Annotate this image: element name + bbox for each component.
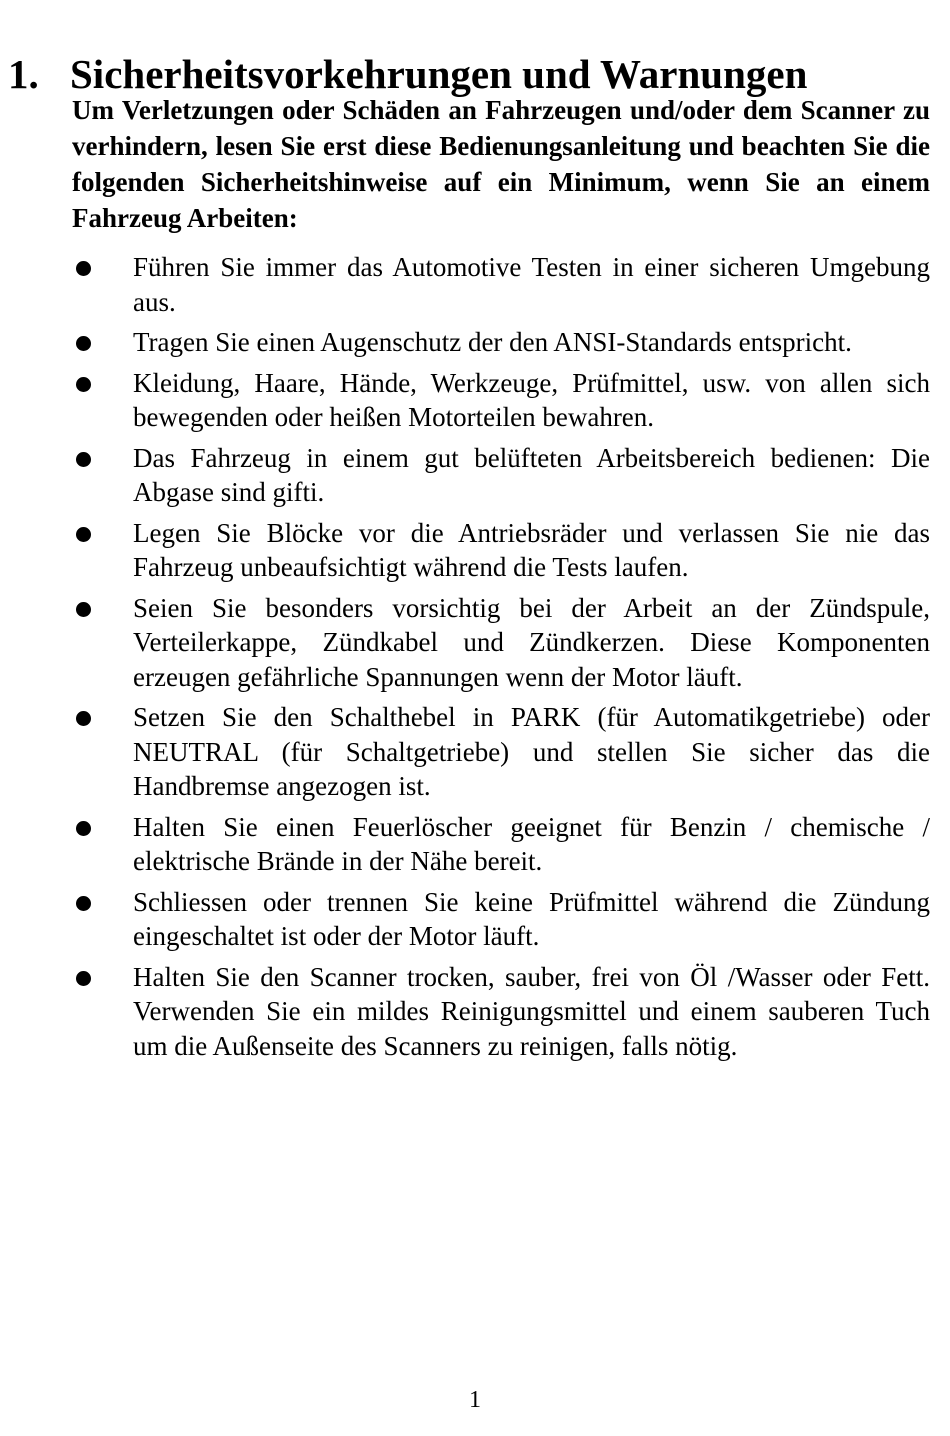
list-item [0, 250, 950, 319]
list-item [0, 591, 950, 695]
bullet-icon [76, 527, 91, 542]
list-item-text: Führen Sie immer das Automotive Testen in einer sicheren Umgebung aus. [133, 252, 930, 317]
list-item-text: Halten Sie einen Feuerlöscher geeignet für Benzin / chemische / elektrische Brände in der Nähe bereit. [133, 811, 930, 876]
list-item [0, 366, 950, 435]
bullet-icon [76, 261, 91, 276]
list-item [0, 441, 950, 510]
bullet-icon [76, 896, 91, 911]
bullet-icon [76, 452, 91, 467]
list-item-text: Setzen Sie den Schalthebel in PARK (für Automatikgetriebe) oder NEUTRAL (für Schaltgetriebe) und stellen Sie sicher das die Handbremse angezogen ist. [133, 702, 930, 801]
page-number: 1 [469, 1387, 481, 1413]
section-number: 1. [8, 51, 39, 98]
section-title: Sicherheitsvorkehrungen und Warnungen [70, 51, 808, 98]
list-item-text: Tragen Sie einen Augenschutz der den ANSI-Standards entspricht. [133, 327, 852, 357]
list-item-text: Halten Sie den Scanner trocken, sauber, frei von Öl /Wasser oder Fett. Verwenden Sie ein mildes Reinigungsmittel und einem sauberen Tuch um die Außenseite des Scanners zu reinigen, falls nötig. [133, 961, 930, 1061]
bullet-icon [76, 711, 91, 726]
bullet-icon [76, 377, 91, 392]
list-item-text: Legen Sie Blöcke vor die Antriebsräder und verlassen Sie nie das Fahrzeug unbeaufsichtigt während die Tests laufen. [133, 517, 930, 582]
list-item [0, 960, 950, 1064]
list-item-text: Das Fahrzeug in einem gut belüfteten Arbeitsbereich bedienen: Die Abgase sind gifti. [133, 442, 930, 507]
list-item-text: Kleidung, Haare, Hände, Werkzeuge, Prüfmittel, usw. von allen sich bewegenden oder heißen Motorteilen bewahren. [133, 367, 930, 432]
intro-paragraph: Um Verletzungen oder Schäden an Fahrzeugen und/oder dem Scanner zu verhindern, lesen Sie erst diese Bedienungsanleitung und beachten Sie die folgenden Sicherheitshinweise auf ein Minimum, wenn Sie an einem Fahrzeug Arbeiten: [72, 95, 930, 233]
list-item [0, 810, 950, 879]
list-item [0, 325, 950, 360]
bullet-icon [76, 821, 91, 836]
list-item [0, 700, 950, 804]
list-item [0, 885, 950, 954]
bullet-icon [76, 602, 91, 617]
list-item-text: Seien Sie besonders vorsichtig bei der Arbeit an der Zündspule, Verteilerkappe, Zündkabel und Zündkerzen. Diese Komponenten erzeugen gefährliche Spannungen wenn der Motor läuft. [133, 592, 930, 692]
bullet-icon [76, 971, 91, 986]
safety-list [0, 250, 950, 1069]
list-item [0, 516, 950, 585]
list-item-text: Schliessen oder trennen Sie keine Prüfmittel während die Zündung eingeschaltet ist oder der Motor läuft. [133, 886, 930, 951]
bullet-icon [76, 336, 91, 351]
